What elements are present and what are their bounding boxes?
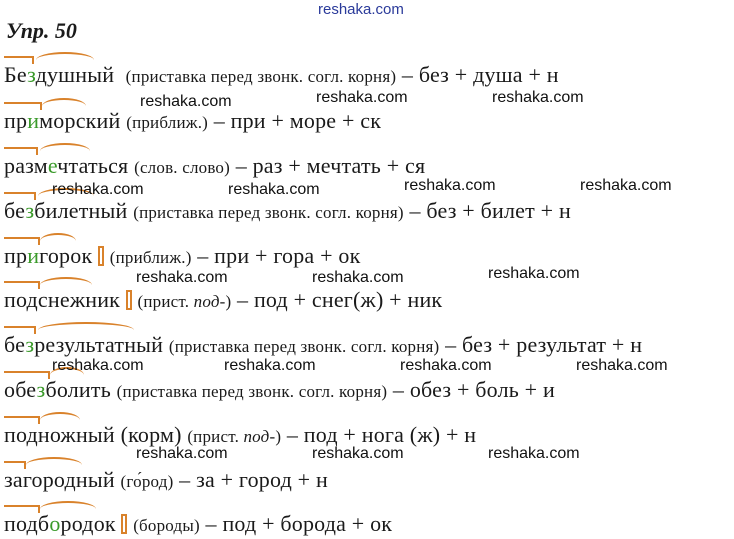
watermark: reshaka.com	[136, 269, 228, 286]
morpheme-formula: – без + результат + н	[439, 332, 643, 357]
morpheme-formula: – без + билет + н	[403, 198, 571, 223]
analyzed-word: Бездушный	[4, 62, 120, 87]
morpheme-formula: – обез + боль + и	[387, 377, 555, 402]
root-arc	[40, 501, 96, 517]
analyzed-word: пригорок	[4, 243, 98, 268]
morpheme-formula: – при + море + ск	[208, 108, 382, 133]
root-arc	[40, 143, 90, 159]
exercise-line	[4, 332, 642, 360]
morpheme-formula: – раз + мечтать + ся	[230, 153, 426, 178]
explanation: (приставка перед звонк. согл. корня)	[125, 67, 397, 86]
watermark: reshaka.com	[312, 269, 404, 286]
prefix-mark	[4, 371, 50, 379]
root-arc	[36, 52, 94, 68]
prefix-mark	[4, 416, 40, 424]
morpheme-formula: – под + снег(ж) + ник	[231, 287, 443, 312]
explanation: (прист. под-)	[137, 292, 232, 311]
watermark: reshaka.com	[136, 445, 228, 462]
analyzed-word: загородный	[4, 467, 121, 492]
explanation: (бороды)	[133, 516, 200, 535]
analyzed-word: безрезультатный	[4, 332, 169, 357]
prefix-mark	[4, 192, 36, 200]
prefix-mark	[4, 326, 36, 334]
explanation: (приближ.)	[126, 113, 209, 132]
ending-box	[98, 246, 104, 266]
ending-box	[121, 514, 127, 534]
watermark: reshaka.com	[140, 93, 232, 110]
morpheme-formula: – без + душа + н	[396, 62, 559, 87]
top-watermark: reshaka.com	[318, 1, 404, 18]
morpheme-formula: – при + гора + ок	[191, 243, 361, 268]
prefix-mark	[4, 56, 34, 64]
prefix-mark	[4, 237, 40, 245]
root-arc	[40, 277, 92, 293]
explanation: (приставка перед звонк. согл. корня)	[133, 203, 404, 222]
root-arc	[26, 457, 82, 473]
analyzed-word: обезболить	[4, 377, 117, 402]
root-arc	[38, 322, 134, 338]
watermark: reshaka.com	[400, 357, 492, 374]
watermark: reshaka.com	[576, 357, 668, 374]
watermark: reshaka.com	[316, 89, 408, 106]
exercise-line	[4, 108, 381, 136]
exercise-line	[4, 511, 392, 539]
explanation: (го́род)	[120, 472, 174, 491]
morpheme-formula: – под + борода + ок	[199, 511, 393, 536]
watermark: reshaka.com	[492, 89, 584, 106]
explanation: (прист. под-)	[187, 427, 282, 446]
watermark: reshaka.com	[224, 357, 316, 374]
analyzed-word: размечтаться	[4, 153, 134, 178]
ending-box	[126, 290, 132, 310]
prefix-mark	[4, 505, 40, 513]
analyzed-word: подножный	[4, 422, 121, 447]
watermark: reshaka.com	[488, 265, 580, 282]
analyzed-word: приморский	[4, 108, 126, 133]
exercise-title: Упр. 50	[6, 18, 77, 43]
analyzed-word: безбилетный	[4, 198, 133, 223]
exercise-line: подножный (корм) (прист. под-) – под + нога (ж) + н	[4, 422, 476, 450]
explanation: (приставка перед звонк. согл. корня)	[168, 337, 440, 356]
exercise-line	[4, 467, 328, 495]
watermark: reshaka.com	[52, 181, 144, 198]
exercise-line	[4, 198, 571, 226]
exercise-line	[4, 153, 425, 181]
prefix-mark	[4, 147, 38, 155]
watermark: reshaka.com	[228, 181, 320, 198]
exercise-line	[4, 377, 555, 405]
prefix-mark	[4, 281, 40, 289]
prefix-mark	[4, 461, 26, 469]
watermark: reshaka.com	[580, 177, 672, 194]
watermark: reshaka.com	[312, 445, 404, 462]
exercise-line	[4, 243, 360, 271]
exercise-line	[4, 287, 442, 315]
analyzed-word: подснежник	[4, 287, 126, 312]
watermark: reshaka.com	[52, 357, 144, 374]
exercise-line	[4, 62, 559, 90]
explanation: (приставка перед звонк. согл. корня)	[116, 382, 388, 401]
watermark: reshaka.com	[488, 445, 580, 462]
root-arc	[40, 412, 80, 428]
morpheme-formula: – под + нога (ж) + н	[281, 422, 477, 447]
morpheme-formula: – за + город + н	[173, 467, 328, 492]
prefix-mark	[4, 102, 42, 110]
explanation: (слов. слово)	[134, 158, 230, 177]
root-arc	[42, 98, 86, 114]
root-arc	[40, 233, 76, 249]
explanation: (приближ.)	[109, 248, 192, 267]
analyzed-word: подбородок	[4, 511, 121, 536]
watermark: reshaka.com	[404, 177, 496, 194]
